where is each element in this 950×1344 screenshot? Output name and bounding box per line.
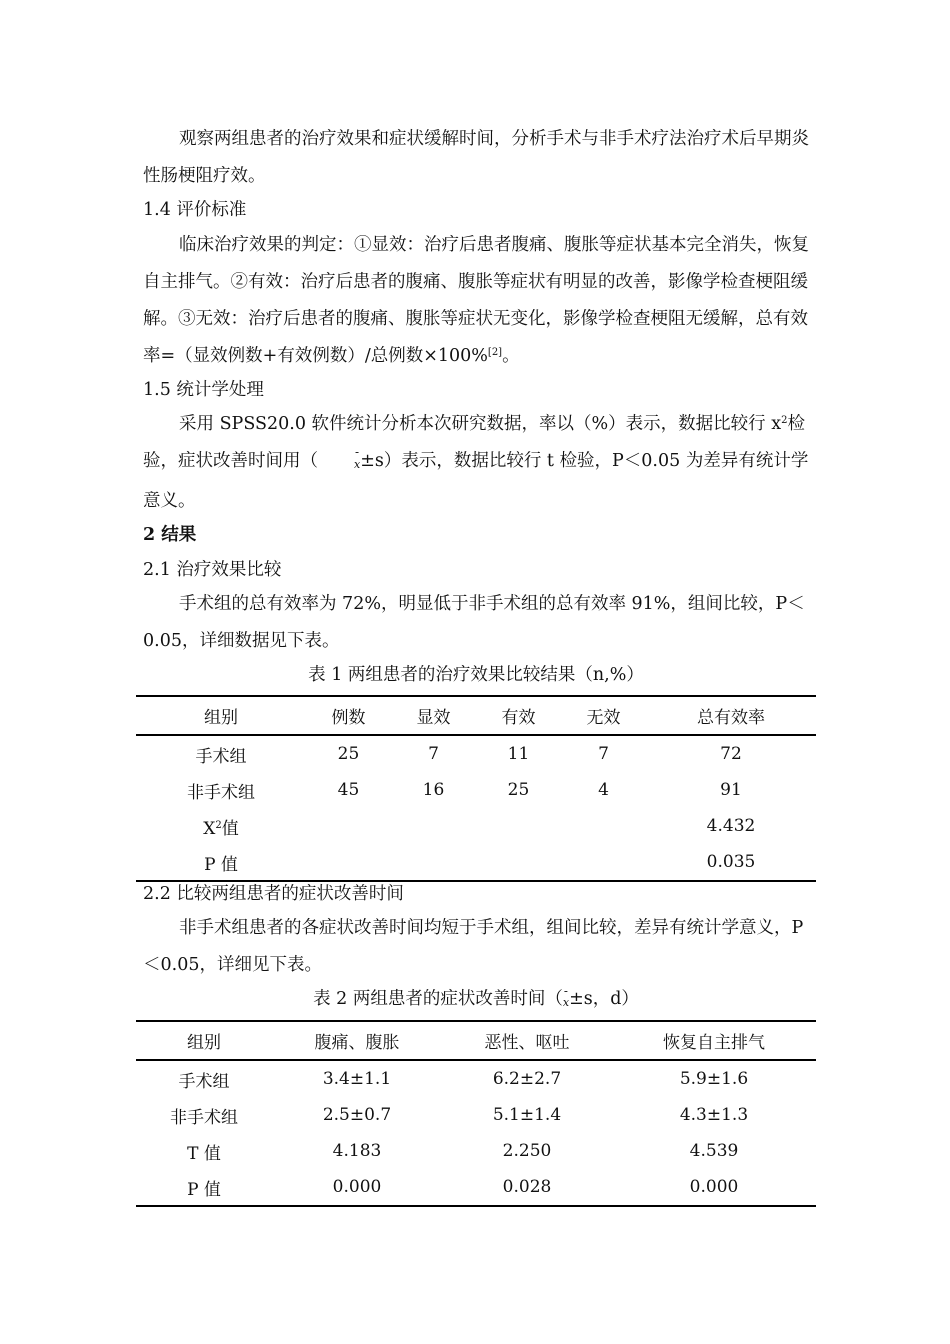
table-cell: 5.1±1.4 [492,1105,562,1125]
table-row [136,735,816,772]
table-cell: 0.000 [689,1177,739,1197]
table2-header-row [136,1021,816,1060]
section-heading-2-2: 2.2 比较两组患者的症状改善时间 [143,884,404,904]
results-paragraph-2-1 [143,586,815,660]
table-cell: P 值 [187,1179,221,1200]
table-row [136,1133,816,1169]
intro-paragraph [143,121,815,195]
section-heading-1-4: 1.4 评价标准 [143,200,247,220]
table1-header-cell: 例数 [331,708,366,728]
table-row [136,1169,816,1206]
table2-caption [136,986,816,1016]
table1-caption: 表 1 两组患者的治疗效果比较结果（n,%） [308,665,644,685]
mean-symbol: - x [563,990,569,1016]
table-row [136,772,816,808]
table-cell: 2.5±0.7 [322,1105,392,1125]
table-cell [476,844,561,881]
table-cell: 25 [337,744,360,764]
table-cell [391,808,476,844]
stats-text-c: ±s）表示，数据比较行 t 检验，P＜0.05 为差异有统计学意义。 [143,451,809,511]
table1 [136,695,816,882]
table-row [136,1097,816,1133]
table-cell: 4 [598,780,609,800]
table-cell: 0.035 [706,852,756,872]
results-text-2-1: 手术组的总有效率为 72%，明显低于非手术组的总有效率 91%，组间比较，P＜0.05，详细数据见下表。 [143,594,805,651]
table2-header-cell: 恢复自主排气 [663,1033,765,1053]
criteria-end: 。 [502,346,520,366]
table-row [136,1060,816,1097]
table2-caption-text-a: 表 2 两组患者的症状改善时间（ [313,989,563,1009]
results-paragraph-2-2 [143,910,815,984]
table-cell: 手术组 [195,746,247,767]
table-cell: 72 [720,744,742,764]
table-cell: 4.539 [689,1141,739,1161]
section-heading-1-5: 1.5 统计学处理 [143,380,264,400]
table-cell [391,844,476,881]
table-cell: 非手术组 [187,782,255,803]
table-cell: 3.4±1.1 [322,1069,392,1089]
table-cell: 6.2±2.7 [492,1069,562,1089]
criteria-text: 临床治疗效果的判定：①显效：治疗后患者腹痛、腹胀等症状基本完全消失，恢复自主排气。②有效：治疗后患者的腹痛、腹胀等症状有明显的改善，影像学检查梗阻缓解。③无效：治疗后患者的腹痛、腹胀等症状无变化，影像学检查梗阻无缓解，总有效率=（显效例数+有效例数）/总例数×100% [143,235,809,366]
table1-header-cell: 显效 [416,708,451,728]
table1-header-cell: 无效 [586,708,621,728]
table-cell: 11 [507,744,530,764]
section-heading-2-1: 2.1 治疗效果比较 [143,560,282,580]
chi-square-superscript: 2 [781,415,788,426]
table1-header-row [136,696,816,735]
table1-header-cell: 组别 [204,708,238,728]
intro-text: 观察两组患者的治疗效果和症状缓解时间，分析手术与非手术疗法治疗术后早期炎性肠梗阻疗效。 [143,129,809,186]
table1-header-cell: 有效 [501,708,536,728]
table-cell [306,844,391,881]
table-cell [476,808,561,844]
chi-superscript: 2 [215,819,222,831]
table1-header-cell: 总有效率 [697,708,765,728]
table-cell: 4.183 [332,1141,382,1161]
table2-caption-text-b: ±s，d） [569,989,639,1009]
table2-header-cell: 恶性、呕吐 [484,1033,570,1053]
table-cell [561,808,646,844]
table-cell: T 值 [187,1143,221,1164]
table-cell: 0.028 [502,1177,552,1197]
table2 [136,1020,816,1207]
table-cell: 4.3±1.3 [679,1105,749,1125]
table-cell: 25 [507,780,530,800]
results-text-2-2: 非手术组患者的各症状改善时间均短于手术组，组间比较，差异有统计学意义，P＜0.05，详细见下表。 [143,918,804,975]
table-cell: 2.250 [502,1141,552,1161]
table2-header-cell: 组别 [187,1033,221,1053]
citation-ref: [2] [487,347,503,358]
chi-label: X [203,818,216,839]
stats-paragraph [143,406,815,520]
table-cell: 45 [337,780,360,800]
criteria-paragraph [143,227,815,375]
table-cell: 4.432 [706,816,756,836]
chi-suffix: 值 [221,818,239,839]
table-cell: 16 [422,780,445,800]
table-cell: 7 [598,744,609,764]
stats-text-b: 检验，症状改善时间用（ [143,414,805,471]
chi-square-label-cell [136,808,306,844]
table-cell: 手术组 [178,1071,230,1092]
table-row [136,808,816,844]
table-cell: 91 [720,780,742,800]
stats-text-a: 采用 SPSS20.0 软件统计分析本次研究数据，率以（%）表示，数据比较行 x [179,414,782,434]
table-row [136,844,816,881]
table-cell: 7 [428,744,439,764]
mean-symbol: - x [318,446,360,483]
table-cell [306,808,391,844]
table-cell: 非手术组 [170,1107,238,1128]
table-cell: 0.000 [332,1177,382,1197]
table2-header-cell: 腹痛、腹胀 [314,1033,400,1053]
table-cell [561,844,646,881]
section-heading-2: 2 结果 [143,525,197,545]
table-cell: 5.9±1.6 [679,1069,749,1089]
table-cell: P 值 [204,854,238,875]
